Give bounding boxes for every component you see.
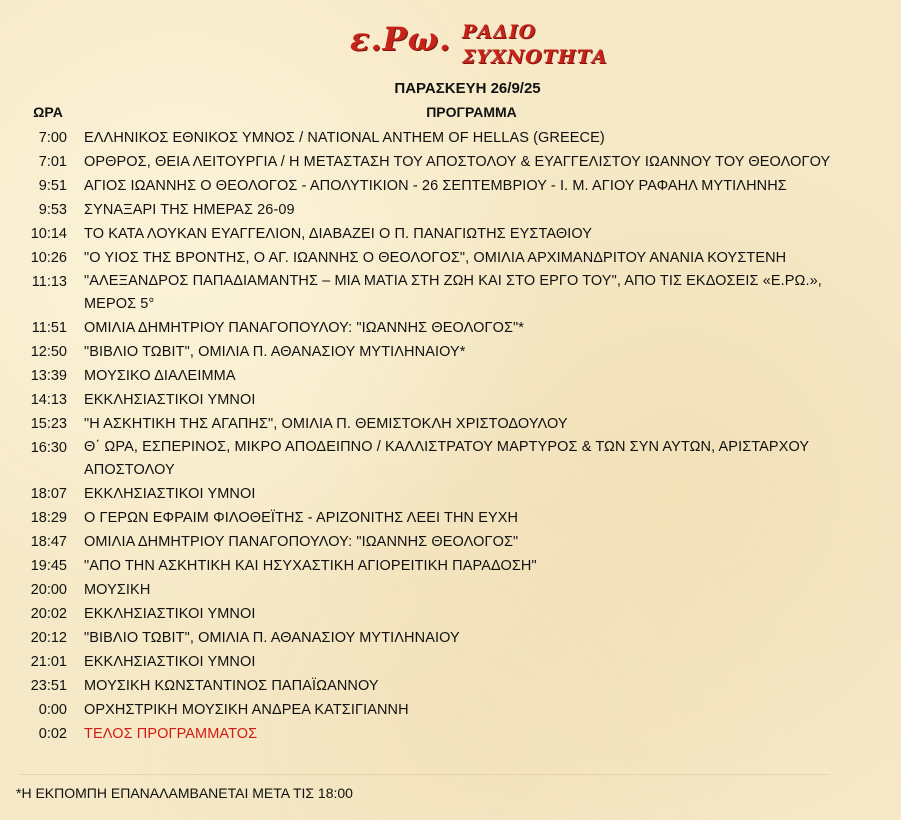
time-column-header: ΩΡΑ xyxy=(33,104,63,120)
schedule-time: 15:23 xyxy=(30,416,67,432)
schedule-program: "Η ΑΣΚΗΤΙΚΗ ΤΗΣ ΑΓΑΠΗΣ", ΟΜΙΛΙΑ Π. ΘΕΜΙΣΤΟΚΛΗ ΧΡΙΣΤΟΔΟΥΛΟΥ xyxy=(84,416,568,432)
schedule-program: Θ΄ ΩΡΑ, ΕΣΠΕΡΙΝΟΣ, ΜΙΚΡΟ ΑΠΟΔΕΙΠΝΟ / ΚΑΛΛΙΣΤΡΑΤΟΥ ΜΑΡΤΥΡΟΣ & ΤΩΝ ΣΥΝ ΑΥΤΩΝ, ΑΡΙΣΤΑΡΧΟΥ ΑΠΟΣΤΟΛΟΥ xyxy=(84,439,809,478)
schedule-row xyxy=(0,436,901,482)
program-column-header: ΠΡΟΓΡΑΜΜΑ xyxy=(426,104,517,120)
schedule-row xyxy=(0,578,901,602)
schedule-program: ΣΥΝΑΞΑΡΙ ΤΗΣ ΗΜΕΡΑΣ 26-09 xyxy=(84,202,295,218)
schedule-row xyxy=(0,482,901,506)
schedule-row xyxy=(0,388,901,412)
schedule-program: ΟΜΙΛΙΑ ΔΗΜΗΤΡΙΟΥ ΠΑΝΑΓΟΠΟΥΛΟΥ: "ΙΩΑΝΝΗΣ ΘΕΟΛΟΓΟΣ" xyxy=(84,534,519,550)
schedule-program: ΑΓΙΟΣ ΙΩΑΝΝΗΣ Ο ΘΕΟΛΟΓΟΣ - ΑΠΟΛΥΤΙΚΙΟΝ - 26 ΣΕΠΤΕΜΒΡΙΟΥ - Ι. Μ. ΑΓΙΟΥ ΡΑΦΑΗΛ ΜΥΤΙΛΗΝΗΣ xyxy=(84,178,787,194)
schedule-time: 7:00 xyxy=(38,130,67,146)
schedule-program: ΜΟΥΣΙΚΗ xyxy=(84,582,151,598)
schedule-program: "ΒΙΒΛΙΟ ΤΩΒΙΤ", ΟΜΙΛΙΑ Π. ΑΘΑΝΑΣΙΟΥ ΜΥΤΙΛΗΝΑΙΟΥ xyxy=(84,630,460,646)
radio-title-line2: ΣΥΧΝΟΤΗΤΑ xyxy=(462,46,608,68)
schedule-time: 11:51 xyxy=(31,320,67,336)
schedule-time: 0:00 xyxy=(38,702,67,718)
schedule-program: ΤΕΛΟΣ ΠΡΟΓΡΑΜΜΑΤΟΣ xyxy=(84,726,258,742)
schedule-time: 10:26 xyxy=(30,250,67,266)
radio-title xyxy=(462,20,608,70)
schedule-row xyxy=(0,174,901,198)
schedule-time: 10:14 xyxy=(30,226,67,242)
schedule-program: ΟΡΧΗΣΤΡΙΚΗ ΜΟΥΣΙΚΗ ΑΝΔΡΕΑ ΚΑΤΣΙΓΙΑΝΝΗ xyxy=(84,702,409,718)
schedule-program: "ΑΛΕΞΑΝΔΡΟΣ ΠΑΠΑΔΙΑΜΑΝΤΗΣ – ΜΙΑ ΜΑΤΙΑ ΣΤΗ ΖΩΗ ΚΑΙ ΣΤΟ ΕΡΓΟ ΤΟΥ", ΑΠΟ ΤΙΣ ΕΚΔΟΣΕΙΣ «Ε.ΡΩ.», ΜΕΡΟΣ 5° xyxy=(84,273,822,312)
station-logo: ε.Ρω. xyxy=(350,20,452,58)
schedule-time: 9:53 xyxy=(38,202,67,218)
schedule-time: 18:29 xyxy=(30,510,67,526)
schedule-row xyxy=(0,222,901,246)
schedule-row xyxy=(0,126,901,150)
schedule-program: ΕΚΚΛΗΣΙΑΣΤΙΚΟΙ ΥΜΝΟΙ xyxy=(84,606,256,622)
schedule-program: "ΒΙΒΛΙΟ ΤΩΒΙΤ", ΟΜΙΛΙΑ Π. ΑΘΑΝΑΣΙΟΥ ΜΥΤΙΛΗΝΑΙΟΥ* xyxy=(84,344,466,360)
schedule-time: 7:01 xyxy=(38,154,67,170)
schedule-row xyxy=(0,246,901,270)
schedule-row xyxy=(0,198,901,222)
schedule-row xyxy=(0,674,901,698)
schedule-time: 18:47 xyxy=(30,534,67,550)
schedule-row xyxy=(0,626,901,650)
schedule-program: ΜΟΥΣΙΚΟ ΔΙΑΛΕΙΜΜΑ xyxy=(84,368,236,384)
schedule-program: ΕΚΚΛΗΣΙΑΣΤΙΚΟΙ ΥΜΝΟΙ xyxy=(84,486,256,502)
schedule-row xyxy=(0,270,901,316)
schedule-row xyxy=(0,602,901,626)
schedule-row xyxy=(0,316,901,340)
schedule-time: 12:50 xyxy=(30,344,67,360)
schedule-row xyxy=(0,722,901,746)
radio-title-line1: ΡΑΔΙΟ xyxy=(462,21,537,43)
schedule-time: 16:30 xyxy=(30,440,67,456)
schedule-time: 23:51 xyxy=(30,678,67,694)
schedule-program: ΟΜΙΛΙΑ ΔΗΜΗΤΡΙΟΥ ΠΑΝΑΓΟΠΟΥΛΟΥ: "ΙΩΑΝΝΗΣ ΘΕΟΛΟΓΟΣ"* xyxy=(84,320,524,336)
schedule-time: 19:45 xyxy=(30,558,67,574)
schedule-program: ΟΡΘΡΟΣ, ΘΕΙΑ ΛΕΙΤΟΥΡΓΙΑ / Η ΜΕΤΑΣΤΑΣΗ ΤΟΥ ΑΠΟΣΤΟΛΟΥ & ΕΥΑΓΓΕΛΙΣΤΟΥ ΙΩΑΝΝΟΥ ΤΟΥ ΘΕΟΛΟΓΟΥ xyxy=(84,154,831,170)
schedule-row xyxy=(0,340,901,364)
schedule-date: ΠΑΡΑΣΚΕΥΗ 26/9/25 xyxy=(394,80,541,97)
schedule-time: 20:12 xyxy=(30,630,67,646)
schedule-time: 13:39 xyxy=(30,368,67,384)
schedule-time: 0:02 xyxy=(38,726,67,742)
schedule-program: ΜΟΥΣΙΚΗ ΚΩΝΣΤΑΝΤΙΝΟΣ ΠΑΠΑΪΩΑΝΝΟΥ xyxy=(84,678,379,694)
schedule-list xyxy=(0,126,901,746)
schedule-program: ΕΚΚΛΗΣΙΑΣΤΙΚΟΙ ΥΜΝΟΙ xyxy=(84,654,256,670)
schedule-time: 18:07 xyxy=(30,486,67,502)
schedule-row xyxy=(0,698,901,722)
schedule-time: 9:51 xyxy=(38,178,67,194)
schedule-row xyxy=(0,554,901,578)
header xyxy=(0,0,901,80)
schedule-time: 20:00 xyxy=(30,582,67,598)
schedule-row xyxy=(0,364,901,388)
schedule-row xyxy=(0,530,901,554)
divider xyxy=(20,774,830,775)
schedule-row xyxy=(0,150,901,174)
schedule-program: Ο ΓΕΡΩΝ ΕΦΡΑΙΜ ΦΙΛΟΘΕΪΤΗΣ - ΑΡΙΖΟΝΙΤΗΣ ΛΕΕΙ ΤΗΝ ΕΥΧΗ xyxy=(84,510,519,526)
schedule-time: 20:02 xyxy=(30,606,67,622)
schedule-program: ΕΛΛΗΝΙΚΟΣ ΕΘΝΙΚΟΣ ΥΜΝΟΣ / NATIONAL ANTHEM OF HELLAS (GREECE) xyxy=(84,130,605,146)
schedule-row xyxy=(0,650,901,674)
schedule-row xyxy=(0,506,901,530)
footnote: *Η ΕΚΠΟΜΠΗ ΕΠΑΝΑΛΑΜΒΑΝΕΤΑΙ ΜΕΤΑ ΤΙΣ 18:00 xyxy=(16,785,353,801)
schedule-row xyxy=(0,412,901,436)
schedule-time: 14:13 xyxy=(30,392,67,408)
schedule-program: "Ο ΥΙΟΣ ΤΗΣ ΒΡΟΝΤΗΣ, Ο ΑΓ. ΙΩΑΝΝΗΣ Ο ΘΕΟΛΟΓΟΣ", ΟΜΙΛΙΑ ΑΡΧΙΜΑΝΔΡΙΤΟΥ ΑΝΑΝΙΑ ΚΟΥΣΤΕΝΗ xyxy=(84,250,787,266)
schedule-program: ΕΚΚΛΗΣΙΑΣΤΙΚΟΙ ΥΜΝΟΙ xyxy=(84,392,256,408)
schedule-time: 21:01 xyxy=(30,654,67,670)
schedule-program: ΤΟ ΚΑΤΑ ΛΟΥΚΑΝ ΕΥΑΓΓΕΛΙΟΝ, ΔΙΑΒΑΖΕΙ Ο Π. ΠΑΝΑΓΙΩΤΗΣ ΕΥΣΤΑΘΙΟΥ xyxy=(84,226,593,242)
schedule-time: 11:13 xyxy=(31,274,67,290)
schedule-program: "ΑΠΟ ΤΗΝ ΑΣΚΗΤΙΚΗ ΚΑΙ ΗΣΥΧΑΣΤΙΚΗ ΑΓΙΟΡΕΙΤΙΚΗ ΠΑΡΑΔΟΣΗ" xyxy=(84,558,537,574)
